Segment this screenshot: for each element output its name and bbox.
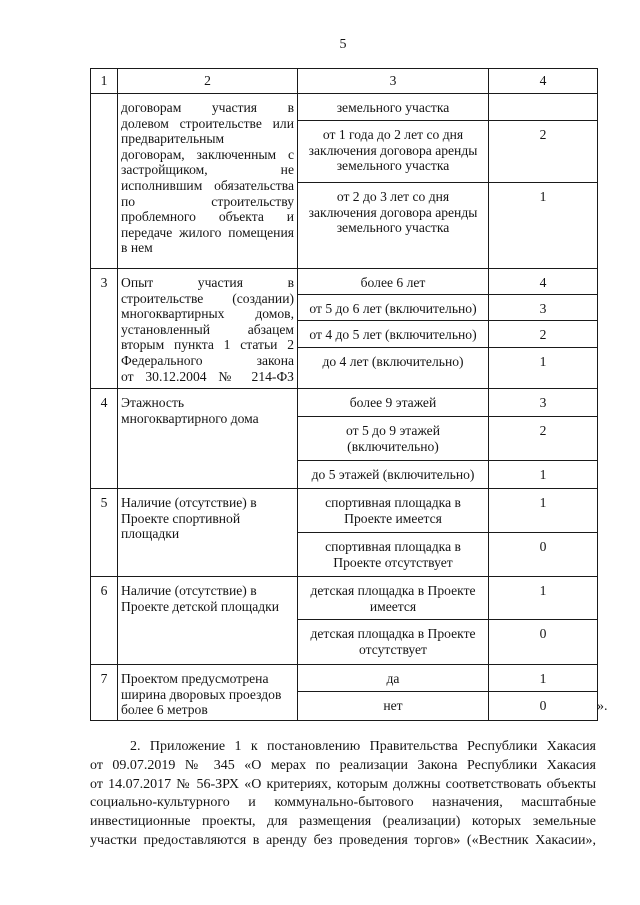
option-cell xyxy=(298,620,489,665)
option-cell xyxy=(298,461,489,489)
paragraph-line: от 09.07.2019 № 345 «О мерах по реализации Закона Республики Хакасия xyxy=(90,757,596,773)
option-line: до 5 этажей (включительно) xyxy=(311,467,475,482)
table-row xyxy=(91,489,598,533)
option-line: Проекте имеется xyxy=(344,510,442,526)
table-row xyxy=(91,94,598,121)
option-line: земельного участка xyxy=(336,158,450,174)
score-cell: 3 xyxy=(489,295,598,321)
criterion-line: проблемного объекта и xyxy=(121,209,294,225)
criterion-line: Этажность xyxy=(121,395,185,410)
header-cell: 2 xyxy=(118,69,298,94)
option-cell xyxy=(298,269,489,295)
option-cell xyxy=(298,417,489,461)
row-number-cell: 5 xyxy=(91,489,118,577)
criterion-line: Проекте спортивной xyxy=(121,510,241,526)
criterion-line: Наличие (отсутствие) в xyxy=(121,495,257,510)
score-cell: 1 xyxy=(489,665,598,692)
table-row xyxy=(91,269,598,295)
criterion-cell xyxy=(118,665,298,721)
paragraph-line: инвестиционные проекты, для размещения (реализации) которых земельные xyxy=(90,814,596,830)
criterion-line: долевом строительстве или xyxy=(121,115,294,131)
criterion-cell xyxy=(118,389,298,489)
score-cell: 0 xyxy=(489,620,598,665)
option-line: да xyxy=(386,671,400,686)
option-line: до 4 лет (включительно) xyxy=(322,354,464,369)
score-cell: 1 xyxy=(489,577,598,620)
criterion-line: застройщиком, не xyxy=(121,162,294,178)
score-cell: 1 xyxy=(489,461,598,489)
score-cell: 2 xyxy=(489,321,598,348)
header-cell: 1 xyxy=(91,69,118,94)
body-paragraph xyxy=(90,738,596,851)
criterion-line: по строительству xyxy=(121,193,294,209)
option-line: от 5 до 6 лет (включительно) xyxy=(309,301,477,316)
option-cell xyxy=(298,665,489,692)
table-row xyxy=(91,577,598,620)
criterion-line: ширина дворовых проездов xyxy=(121,686,282,702)
paragraph-line: участки предоставляются в аренду без проведения торгов» («Вестник Хакасии», xyxy=(90,832,596,848)
score-cell: 4 xyxy=(489,269,598,295)
option-cell xyxy=(298,321,489,348)
criterion-line: Федерального закона xyxy=(121,352,294,368)
option-line: спортивная площадка в xyxy=(325,495,461,510)
paragraph-line: социально-культурного и коммунально-бытового назначения, масштабные xyxy=(90,795,596,811)
criterion-line: от 30.12.2004 № 214-ФЗ xyxy=(121,368,294,384)
option-cell xyxy=(298,389,489,417)
score-cell: 1 xyxy=(489,348,598,389)
criterion-line: многоквартирных домов, xyxy=(121,306,294,322)
paragraph-line: 2. Приложение 1 к постановлению Правительства Республики Хакасия xyxy=(130,739,596,754)
criterion-line: Проекте детской площадки xyxy=(121,598,280,614)
criterion-line: Проектом предусмотрена xyxy=(121,671,269,686)
option-line: земельного участка xyxy=(336,220,450,236)
criterion-line: передаче жилого помещения xyxy=(121,224,294,240)
option-cell xyxy=(298,348,489,389)
criterion-line: более 6 метров xyxy=(121,702,208,718)
option-line: Проекте отсутствует xyxy=(333,554,453,570)
criterion-line: договорам, заключенным с xyxy=(121,146,294,162)
option-line: от 1 года до 2 лет со дня xyxy=(322,127,464,142)
criterion-cell xyxy=(118,269,298,389)
header-cell: 4 xyxy=(489,69,598,94)
row-number-cell: 3 xyxy=(91,269,118,389)
score-cell: 2 xyxy=(489,417,598,461)
paragraph-line: от 14.07.2017 № 56-ЗРХ «О критериях, которым должны соответствовать объекты xyxy=(90,776,596,792)
score-cell: 0 xyxy=(489,533,598,577)
option-line: детская площадка в Проекте xyxy=(310,583,476,598)
option-line: более 9 этажей xyxy=(349,395,437,410)
header-cell: 3 xyxy=(298,69,489,94)
criteria-table xyxy=(90,68,598,721)
score-cell xyxy=(489,94,598,121)
score-cell: 2 xyxy=(489,121,598,183)
option-line: от 2 до 3 лет со дня xyxy=(336,189,450,204)
score-cell: 1 xyxy=(489,183,598,269)
option-line: заключения договора аренды xyxy=(308,142,478,158)
option-cell xyxy=(298,295,489,321)
option-cell xyxy=(298,533,489,577)
criterion-cell xyxy=(118,577,298,665)
row-number-cell: 4 xyxy=(91,389,118,489)
row-number-cell xyxy=(91,94,118,269)
criterion-cell xyxy=(118,489,298,577)
criterion-line: исполнившим обязательства xyxy=(121,177,294,193)
score-cell: 1 xyxy=(489,489,598,533)
option-line: от 5 до 9 этажей xyxy=(346,423,440,438)
option-line: земельного участка xyxy=(336,100,450,115)
criterion-line: строительстве (создании) xyxy=(121,290,294,306)
criterion-line: многоквартирного дома xyxy=(121,410,259,426)
table-row xyxy=(91,665,598,692)
criterion-line: в нем xyxy=(121,240,153,256)
option-line: нет xyxy=(383,698,403,713)
score-cell: 0 xyxy=(489,692,598,721)
score-cell: 3 xyxy=(489,389,598,417)
table-row xyxy=(91,389,598,417)
table-header-row xyxy=(91,69,598,94)
option-line: спортивная площадка в xyxy=(325,539,461,554)
option-cell xyxy=(298,183,489,269)
option-cell xyxy=(298,489,489,533)
criterion-line: договорам участия в xyxy=(121,100,294,115)
row-number-cell: 7 xyxy=(91,665,118,721)
option-line: более 6 лет xyxy=(360,275,426,290)
option-line: заключения договора аренды xyxy=(308,204,478,220)
criterion-line: предварительным xyxy=(121,131,225,147)
option-cell xyxy=(298,121,489,183)
closing-quote: ». xyxy=(597,699,608,714)
criterion-cell xyxy=(118,94,298,269)
option-line: от 4 до 5 лет (включительно) xyxy=(309,327,477,342)
option-line: имеется xyxy=(369,598,417,614)
criterion-line: площадки xyxy=(121,526,180,542)
criterion-line: Опыт участия в xyxy=(121,275,294,290)
criterion-line: вторым пункта 1 статьи 2 xyxy=(121,337,294,353)
option-line: (включительно) xyxy=(347,438,439,454)
criterion-line: Наличие (отсутствие) в xyxy=(121,583,257,598)
option-cell xyxy=(298,94,489,121)
option-line: отсутствует xyxy=(358,641,427,657)
row-number-cell: 6 xyxy=(91,577,118,665)
criterion-line: установленный абзацем xyxy=(121,321,294,337)
option-cell xyxy=(298,692,489,721)
option-line: детская площадка в Проекте xyxy=(310,626,476,641)
page-number: 5 xyxy=(339,37,347,52)
option-cell xyxy=(298,577,489,620)
